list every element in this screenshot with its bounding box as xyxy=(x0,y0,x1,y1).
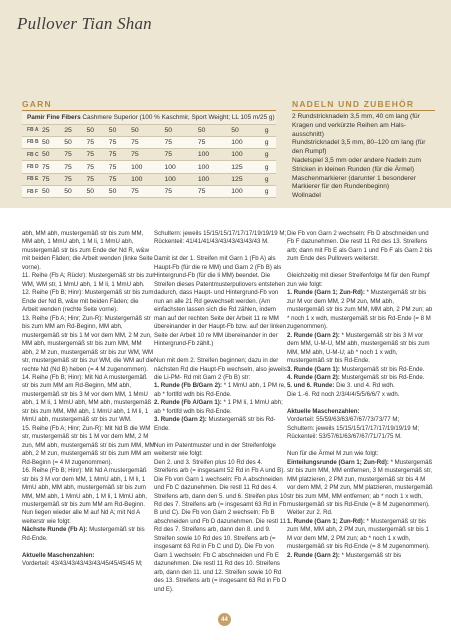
yarn-value-cell: 75 xyxy=(109,173,131,185)
yarn-value-cell: 125 xyxy=(231,161,264,173)
instruction-label: 5. und 6. Runde: xyxy=(287,382,335,390)
instruction-paragraph: abh, MM abh, mustergemäß str bis zum MM, MM abh, 1 MmU abh, 1 M li, 1 MmU abh, mustergemäß str bis zum Ende der Nd R, w&w mit beiden Fäden; die Arbeit wenden (linke Seite vorne). xyxy=(22,230,153,271)
needles-item: 2 Rundstricknadeln 3,5 mm, 40 cm lang (für Kragen und verkürzte Reihen am Hals-ausschnitt) xyxy=(292,113,420,138)
yarn-size-cell: FB D xyxy=(22,161,42,173)
needles-item: Wollnadel xyxy=(292,192,321,200)
yarn-value-cell: 100 xyxy=(131,161,164,173)
instruction-paragraph: 2. Runde (Garn 2): * Mustergemäß str bis 3 M vor dem MM, U-M-U, MM abh, mustergemäß str bis zum MM, MM abh, U-M-U; ab * noch 1 x wdh, mustergemäß str bis Rd-Ende. xyxy=(287,331,430,365)
yarn-size-cell: FB E xyxy=(22,173,42,185)
instruction-paragraph: Nun liegen wieder alle M auf Nd A; mit Nd A weiterstr wie folgt: xyxy=(22,509,140,525)
yarn-value-cell: 100 xyxy=(164,173,197,185)
instruction-paragraph: Vorderteil: 55/59/63/63/67/67/73/73/77 M; xyxy=(287,416,400,424)
yarn-value-cell: 75 xyxy=(131,149,164,161)
yarn-value-cell: 75 xyxy=(42,173,64,185)
yarn-value-cell: 100 xyxy=(198,173,231,185)
instruction-paragraph: Schultern: jeweils 15/15/15/17/17/17/19/19/19 M; Rückenteil: 53/57/61/63/67/67/71/71/75 M. xyxy=(287,424,420,441)
yarn-value-cell: g xyxy=(265,149,276,161)
instruction-paragraph: 13. Reihe (Fb A; Hinr; Zun-R): Mustergemäß str bis zum MM am Rd-Beginn, MM abh, mustergemäß str bis 1 M vor dem MM, 2 M zun, MM abh, mustergemäß str bis zum MM, MM abh, 2 M zun, mustergemäß str bis zur WM, WM str, mustergemäß str bis zur WM, die WM auf die rechte Nd (Nd B) heben (= 4 M zugenommen). xyxy=(22,314,155,373)
yarn-value-cell: 50 xyxy=(42,185,64,197)
page-number: 44 xyxy=(218,613,231,626)
yarn-value-cell: g xyxy=(265,185,276,197)
yarn-value-cell: 25 xyxy=(42,124,64,136)
instruction-paragraph: 1. Runde (Fb B/Garn 2): * 1 MmU abh, 1 PM re, ab * fortlfd wdh bis Rd-Ende. xyxy=(154,382,286,398)
yarn-value-cell: 75 xyxy=(198,185,231,197)
yarn-table-row xyxy=(22,124,276,136)
instruction-paragraph: Schultern: jeweils 15/15/15/17/17/17/19/19/19 M; Rückenteil: 41/41/41/43/43/43/43/43/43 M. xyxy=(154,230,287,246)
yarn-value-cell: 50 xyxy=(87,124,109,136)
needles-item: Rundstricknadel 3,5 mm, 80–120 cm lang (für den Rumpf) xyxy=(292,139,426,156)
instruction-label: Nächste Runde (Fb A): xyxy=(22,526,88,534)
section-heading: Aktuelle Maschenzahlen: xyxy=(287,407,360,415)
needles-item: Nadelspiel 3,5 mm oder andere Nadeln zum Stricken in kleinen Runden (für die Ärmel) xyxy=(292,156,422,173)
yarn-brand: Pamir Fine Fibers xyxy=(27,114,81,122)
yarn-value-cell: 25 xyxy=(64,124,86,136)
yarn-description: Cashmere Superior (100 % Kaschmir, Sport Weight; LL 105 m/25 g) xyxy=(82,114,275,122)
instruction-paragraph: Nächste Runde (Fb A): Mustergemäß str bis Rd-Ende. xyxy=(22,526,145,542)
yarn-value-cell: 125 xyxy=(231,173,264,185)
instruction-paragraph: 12. Reihe (Fb B; Hinr): Mustergemäß str bis zum Ende der Nd B, w&w mit beiden Fäden; die Arbeit wenden (rechte Seite vorne). xyxy=(22,289,154,314)
yarn-value-cell: 75 xyxy=(131,136,164,148)
yarn-value-cell: 75 xyxy=(164,149,197,161)
instruction-paragraph: Einteilungsrunde (Garn 1; Zun-Rd): * Mustergemäß str bis zum MM, MM entfernen, 3 M mustergemäß str, MM platzieren, 2 PM zun, mustergemäß str bis 4 M vor dem MM, 2 PM zun, MM platzieren, mustergemäß str bis zum MM, MM entfernen; ab * noch 1 x wdh, mustergemäß str bis Rd-Ende (= 8 M zugenommen). Weiter zur 2. Rd. xyxy=(287,458,433,517)
instruction-paragraph: 15. Reihe (Fb A; Hinr; Zun-R): Mit Nd B die WM str, mustergemäß str bis 1 M vor dem MM, 2 M zun, MM abh, mustergemäß str bis zum MM, MM abh, 2 M zun, mustergemäß str bis zum MM am Rd-Beginn (= 4 M zugenommen). xyxy=(22,424,155,466)
garn-heading: GARN xyxy=(22,99,52,109)
needles-divider xyxy=(292,110,435,111)
instruction-label: 2. Runde (Garn 2): xyxy=(287,551,340,559)
instruction-paragraph: 3. Runde (Garn 1): Mustergemäß str bis Rd-Ende. xyxy=(287,365,425,373)
instruction-paragraph: 14. Reihe (Fb B; Hinr): Mit Nd A mustergemäß str bis zum MM am Rd-Beginn, MM abh, mustergemäß str bis 3 M vor dem MM, 1 MmU abh, 1 M li, 1 MmU abh, MM abh, mustergemäß str bis zum MM, MM abh, 1 MmU abh, 1 M li, 1 MmU abh, mustergemäß str bis zur WM. xyxy=(22,373,152,424)
yarn-table-header xyxy=(22,112,276,124)
yarn-value-cell: 75 xyxy=(164,185,197,197)
instruction-label: 4. Runde (Garn 2): xyxy=(287,373,340,381)
yarn-value-cell: 50 xyxy=(131,124,164,136)
instruction-label: 2. Runde (Garn 2): xyxy=(287,331,340,339)
yarn-value-cell: 100 xyxy=(198,149,231,161)
needles-heading: NADELN UND ZUBEHÖR xyxy=(292,99,415,109)
yarn-value-cell: g xyxy=(265,173,276,185)
instruction-paragraph: 11. Reihe (Fb A; Rückr): Mustergemäß str bis zur WM, WM str, 1 MmU abh, 1 M li, 1 MmU abh. xyxy=(22,272,155,288)
instruction-paragraph: 3. Runde (Garn 2): Mustergemäß str bis Rd-Ende. xyxy=(154,416,276,432)
section-heading: Aktuelle Maschenzahlen: xyxy=(22,551,95,559)
instructions-column-1 xyxy=(22,230,155,569)
needles-item: Maschenmarkierer (darunter 1 besonderer Markierer für den Rundenbeginn) xyxy=(292,174,416,191)
yarn-value-cell: 75 xyxy=(64,173,86,185)
yarn-value-cell: 75 xyxy=(64,161,86,173)
instruction-paragraph: Nun mit dem 2. Streifen beginnen; dazu in der nächsten Rd die Haupt-Fb wechseln, also jeweils die Li-PM- Rd mit Garn 2 (Fb B) str: xyxy=(154,357,287,381)
instruction-paragraph: Den 2. und 3. Streifen plus 10 Rd des 4. Streifens arb (= insgesamt 52 Rd in Fb A und B). Die Fb von Garn 1 wechseln: Fb A abschneiden und Fb C dazunehmen. Die restl 11 Rd des 4. Streifens arb, dann den 5. und 6. Streifen plus 10 Rd des 7. Streifens arb (= insgesamt 63 Rd in Fb B und C). Die Fb von Garn 2 wechseln: Fb B abschneiden und Fb D dazunehmen. Die restl 11 Rd des 7. Streifens arb, dann den 8. und 9. Streifen sowie 10 Rd des 10. Streifens arb (= insgesamt 63 Rd in Fb C und D). Die Fb von Garn 1 wechseln: Fb C abschneiden und Fb E dazunehmen. Die restl 11 Rd des 10. Streifens arb, dann den 11. und 12. Streifen sowie 10 Rd des 13. Streifens arb (= insgesamt 63 Rd in Fb D und E). xyxy=(154,458,287,593)
yarn-value-cell: 50 xyxy=(64,185,86,197)
yarn-value-cell: 50 xyxy=(164,124,197,136)
instruction-paragraph: 5. und 6. Runde: Die 3. und 4. Rd wdh. xyxy=(287,382,395,390)
instruction-paragraph: Nun für die Ärmel M zun wie folgt: xyxy=(287,450,379,458)
yarn-table xyxy=(22,112,276,198)
instruction-label: 3. Runde (Garn 2): xyxy=(154,416,207,424)
yarn-table-row xyxy=(22,161,276,173)
instruction-paragraph: Die Fb von Garn 2 wechseln: Fb D abschneiden und Fb F dazunehmen. Die restl 11 Rd des 13. Streifens arb; dann mit Fb E als Garn 1 und Fb F als Garn 2 bis zum Ende des Pullovers weiterstr. xyxy=(287,230,433,263)
yarn-value-cell: 75 xyxy=(131,185,164,197)
yarn-table-row xyxy=(22,136,276,148)
yarn-value-cell: 100 xyxy=(231,136,264,148)
instruction-label: Einteilungsrunde (Garn 1; Zun-Rd): xyxy=(287,458,389,466)
yarn-value-cell: 75 xyxy=(198,136,231,148)
yarn-value-cell: 75 xyxy=(64,149,86,161)
yarn-value-cell: 50 xyxy=(64,136,86,148)
yarn-table-row xyxy=(22,185,276,197)
instruction-label: 2. Runde (Fb A/Garn 1): xyxy=(154,399,222,407)
yarn-size-cell: FB C xyxy=(22,149,42,161)
instruction-paragraph: Die 1.-6. Rd noch 2/3/4/4/5/5/6/6/7 x wdh. xyxy=(287,390,400,398)
yarn-value-cell: 100 xyxy=(198,161,231,173)
yarn-value-cell: 100 xyxy=(131,173,164,185)
instruction-paragraph: 2. Runde (Fb A/Garn 1): * 1 PM li, 1 MmU abh; ab * fortlfd wdh bis Rd-Ende. xyxy=(154,399,283,415)
instruction-paragraph: 1. Runde (Garn 1; Zun-Rd): * Mustergemäß str bis zum MM, MM abh, 2 PM zun, mustergemäß str bis 1 M vor dem MM, 2 PM zun; ab * noch 1 x wdh, mustergemäß str bis Rd-Ende (= 8 M zugenommen). xyxy=(287,517,430,551)
garn-divider xyxy=(22,110,276,111)
yarn-value-cell: 50 xyxy=(231,124,264,136)
yarn-value-cell: 75 xyxy=(109,136,131,148)
yarn-value-cell: g xyxy=(265,161,276,173)
yarn-value-cell: 100 xyxy=(164,161,197,173)
instruction-paragraph: 4. Runde (Garn 2): Mustergemäß str bis Rd-Ende. xyxy=(287,373,425,381)
yarn-value-cell: 50 xyxy=(42,149,64,161)
yarn-table-row xyxy=(22,173,276,185)
yarn-value-cell: 75 xyxy=(87,136,109,148)
yarn-value-cell: 75 xyxy=(42,161,64,173)
yarn-value-cell: 50 xyxy=(109,185,131,197)
yarn-value-cell: 100 xyxy=(231,185,264,197)
instruction-label: 1. Runde (Garn 1; Zun-Rd): xyxy=(287,517,365,525)
instruction-paragraph: 1. Runde (Garn 1; Zun-Rd): * Mustergemäß str bis zur M vor dem MM, 2 PM zun, MM abh, mustergemäß str bis zum MM, MM abh, 2 PM zun; ab * noch 1 x wdh, mustergemäß str bis Rd-Ende (= 8 M zugenommen). xyxy=(287,289,433,331)
needles-list xyxy=(292,113,435,201)
page-title: Pullover Tian Shan xyxy=(17,14,152,33)
yarn-value-cell: 75 xyxy=(87,161,109,173)
instruction-paragraph: 16. Reihe (Fb B; Hinr): Mit Nd A mustergemäß str bis 3 M vor dem MM, 1 MmU abh, 1 M li, 1 MmU abh, MM abh, mustergemäß str bis zum MM, MM abh, 1 MmU abh, 1 M li, 1 MmU abh, mustergemäß str bis zum MM am Rd-Beginn. xyxy=(22,467,147,508)
instruction-paragraph: Damit ist der 1. Streifen mit Garn 1 (Fb A) als Haupt-Fb (für die re MM) und Garn 2 (Fb B) als Hintergrund-Fb (für die li MM) beendet. Die Streifen dieses Patentmusterpullovers entstehen dadurch, dass Haupt- und Hintergrund-Fb von nun an alle 21 Rd gewechselt werden. (Am einfachsten lassen sich die Rd zählen, indem man auf der rechten Seite der Arbeit 11 re MM übereinander in der Haupt-Fb bzw. auf der linken Seite der Arbeit 10 re MM übereinander in der Hintergrund-Fb zählt.) xyxy=(154,255,287,348)
instruction-paragraph: Nun im Patentmuster und in der Streifenfolge weiterstr wie folgt: xyxy=(154,441,276,458)
yarn-value-cell: 50 xyxy=(87,185,109,197)
yarn-size-cell: FB A xyxy=(22,124,42,136)
yarn-value-cell: 100 xyxy=(231,149,264,161)
yarn-table-row xyxy=(22,149,276,161)
instruction-label: 1. Runde (Garn 1; Zun-Rd): xyxy=(287,289,365,297)
instruction-label: 1. Runde (Fb B/Garn 2): xyxy=(154,382,223,390)
instructions-column-3 xyxy=(287,230,433,560)
yarn-value-cell: 75 xyxy=(109,161,131,173)
instruction-paragraph: 2. Runde (Garn 2): * Mustergemäß str bis xyxy=(287,551,402,559)
yarn-size-cell: FB F xyxy=(22,185,42,197)
yarn-value-cell: 75 xyxy=(87,173,109,185)
instructions-column-2 xyxy=(154,230,287,594)
yarn-size-cell: FB B xyxy=(22,136,42,148)
instruction-label: 3. Runde (Garn 1): xyxy=(287,365,340,373)
yarn-value-cell: 50 xyxy=(42,136,64,148)
yarn-value-cell: 50 xyxy=(198,124,231,136)
yarn-value-cell: 75 xyxy=(87,149,109,161)
yarn-value-cell: g xyxy=(265,124,276,136)
yarn-value-cell: 75 xyxy=(164,136,197,148)
yarn-value-cell: 50 xyxy=(109,124,131,136)
yarn-value-cell: g xyxy=(265,136,276,148)
yarn-value-cell: 75 xyxy=(109,149,131,161)
instruction-paragraph: Vorderteil: 43/43/43/43/43/43/45/45/45/45 M; xyxy=(22,560,143,568)
instruction-paragraph: Gleichzeitig mit dieser Streifenfolge M für den Rumpf zun wie folgt: xyxy=(287,272,430,288)
